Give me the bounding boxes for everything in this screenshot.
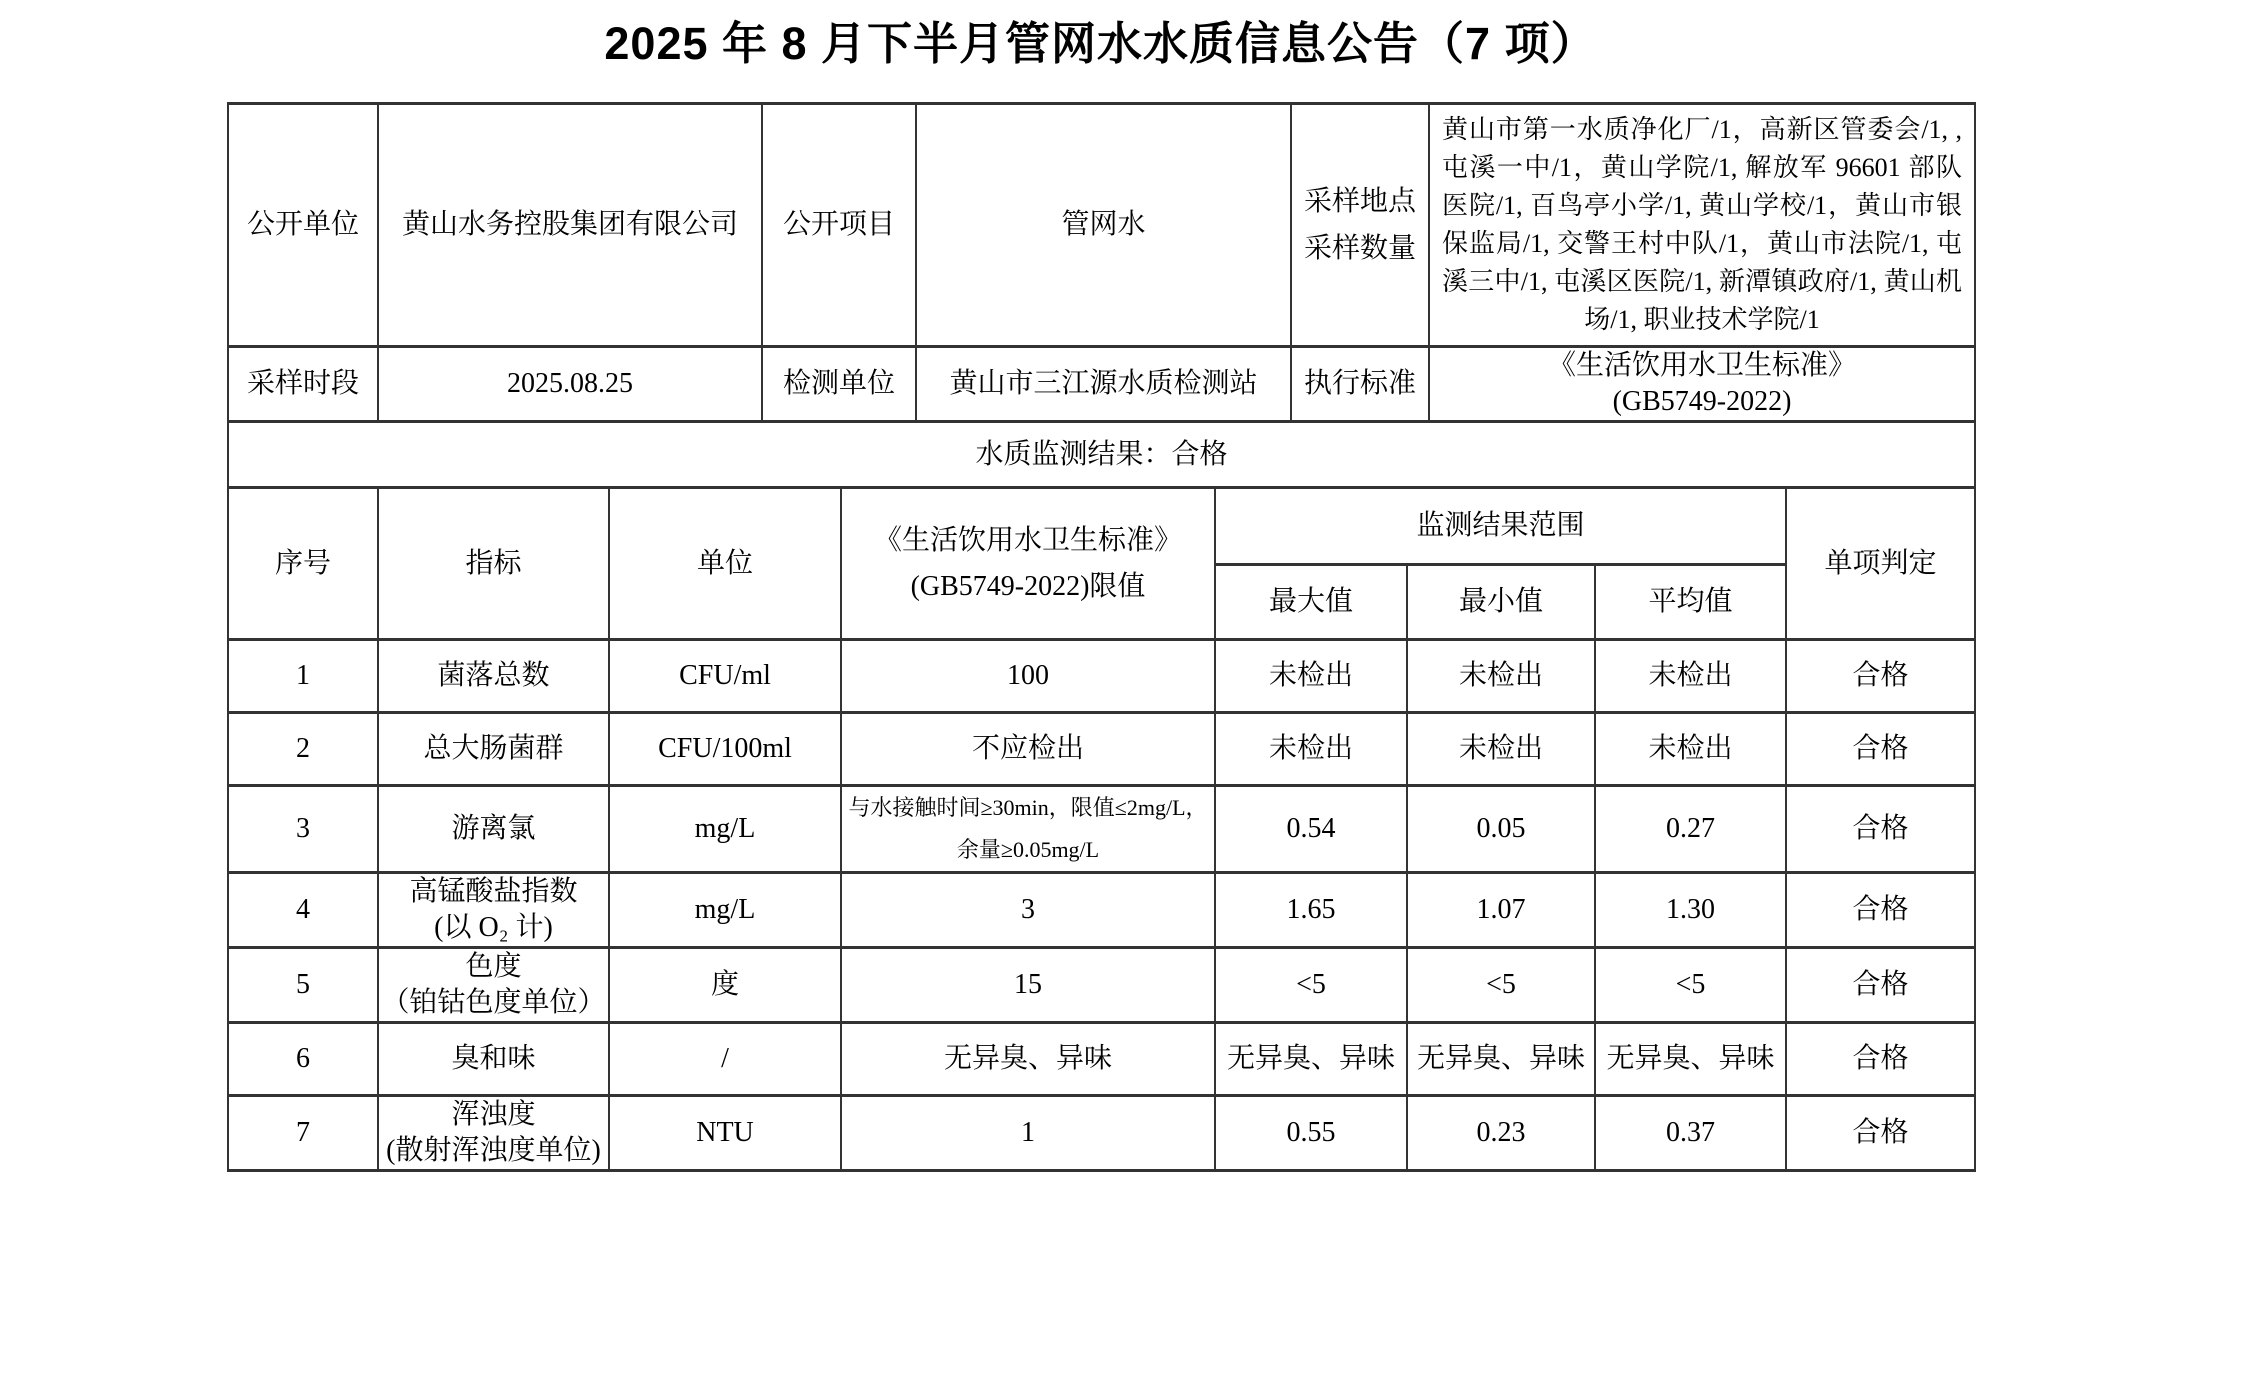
cell-avg: 未检出 <box>1595 640 1786 713</box>
header-no: 序号 <box>228 488 378 640</box>
cell-indicator: 菌落总数 <box>378 640 609 713</box>
sampling-location-label-line1: 采样地点 <box>1303 186 1416 217</box>
cell-no: 7 <box>228 1096 378 1171</box>
cell-unit: mg/L <box>609 786 841 873</box>
header-row-1 <box>228 488 1975 565</box>
document-page <box>227 0 1974 1172</box>
cell-max: 未检出 <box>1215 713 1407 786</box>
cell-indicator-line2: (散射浑浊度单位) <box>386 1135 601 1166</box>
cell-no: 4 <box>228 873 378 948</box>
cell-indicator-line2: (以 O₂ 计) <box>434 912 553 943</box>
cell-indicator: 总大肠菌群 <box>378 713 609 786</box>
cell-verdict: 合格 <box>1786 786 1975 873</box>
data-table <box>227 486 1976 1172</box>
cell-verdict: 合格 <box>1786 873 1975 948</box>
standard-value-line1: 《生活饮用水卫生标准》 <box>1547 350 1856 381</box>
cell-unit: NTU <box>609 1096 841 1171</box>
cell-limit-line1: 与水接触时间≥30min，限值≤2mg/L， <box>848 795 1208 820</box>
header-avg: 平均值 <box>1595 565 1786 640</box>
cell-limit: 3 <box>841 873 1215 948</box>
cell-avg: 未检出 <box>1595 713 1786 786</box>
cell-max: 未检出 <box>1215 640 1407 713</box>
cell-avg: <5 <box>1595 948 1786 1023</box>
table-row <box>228 640 1975 713</box>
standard-value <box>1429 347 1975 422</box>
header-unit: 单位 <box>609 488 841 640</box>
cell-verdict: 合格 <box>1786 713 1975 786</box>
info-table <box>227 102 1976 489</box>
cell-unit: CFU/ml <box>609 640 841 713</box>
cell-no: 5 <box>228 948 378 1023</box>
sampling-period-value: 2025.08.25 <box>378 347 762 422</box>
header-range-group: 监测结果范围 <box>1215 488 1786 565</box>
table-row <box>228 873 1975 948</box>
cell-limit <box>841 786 1215 873</box>
cell-min: 未检出 <box>1407 640 1595 713</box>
header-limit-line1: 《生活饮用水卫生标准》 <box>873 524 1182 556</box>
cell-max: 1.65 <box>1215 873 1407 948</box>
cell-verdict: 合格 <box>1786 1023 1975 1096</box>
cell-indicator <box>378 948 609 1023</box>
cell-max: 0.55 <box>1215 1096 1407 1171</box>
cell-min: 无异臭、异味 <box>1407 1023 1595 1096</box>
info-row-2 <box>228 347 1975 422</box>
sampling-location-label-line2: 采样数量 <box>1303 233 1416 264</box>
cell-min: <5 <box>1407 948 1595 1023</box>
standard-label: 执行标准 <box>1291 347 1429 422</box>
info-row-1 <box>228 104 1975 347</box>
cell-unit: / <box>609 1023 841 1096</box>
cell-max: 无异臭、异味 <box>1215 1023 1407 1096</box>
cell-avg: 0.37 <box>1595 1096 1786 1171</box>
monitoring-result-text: 水质监测结果：合格 <box>228 422 1975 488</box>
cell-avg: 无异臭、异味 <box>1595 1023 1786 1096</box>
header-min: 最小值 <box>1407 565 1595 640</box>
table-row <box>228 786 1975 873</box>
cell-indicator-line2: （铂钴色度单位） <box>381 987 606 1018</box>
result-row <box>228 422 1975 488</box>
header-indicator: 指标 <box>378 488 609 640</box>
cell-avg: 1.30 <box>1595 873 1786 948</box>
standard-value-line2: (GB5749-2022) <box>1612 386 1792 417</box>
testing-unit-label: 检测单位 <box>762 347 916 422</box>
cell-limit: 不应检出 <box>841 713 1215 786</box>
header-limit <box>841 488 1215 640</box>
table-row <box>228 713 1975 786</box>
cell-max: <5 <box>1215 948 1407 1023</box>
cell-indicator-line1: 浑浊度 <box>451 1099 536 1130</box>
cell-limit: 1 <box>841 1096 1215 1171</box>
cell-no: 1 <box>228 640 378 713</box>
cell-limit: 100 <box>841 640 1215 713</box>
cell-min: 未检出 <box>1407 713 1595 786</box>
header-verdict: 单项判定 <box>1786 488 1975 640</box>
sampling-location-count-label <box>1291 104 1429 347</box>
header-limit-line2: (GB5749-2022)限值 <box>910 570 1146 602</box>
cell-limit: 无异臭、异味 <box>841 1023 1215 1096</box>
cell-unit: CFU/100ml <box>609 713 841 786</box>
cell-indicator <box>378 873 609 948</box>
cell-indicator <box>378 1096 609 1171</box>
cell-verdict: 合格 <box>1786 1096 1975 1171</box>
cell-no: 2 <box>228 713 378 786</box>
cell-unit: mg/L <box>609 873 841 948</box>
public-item-label: 公开项目 <box>762 104 916 347</box>
cell-limit: 15 <box>841 948 1215 1023</box>
public-item-value: 管网水 <box>916 104 1291 347</box>
cell-verdict: 合格 <box>1786 640 1975 713</box>
cell-unit: 度 <box>609 948 841 1023</box>
cell-max: 0.54 <box>1215 786 1407 873</box>
cell-indicator: 臭和味 <box>378 1023 609 1096</box>
cell-no: 3 <box>228 786 378 873</box>
cell-verdict: 合格 <box>1786 948 1975 1023</box>
public-unit-label: 公开单位 <box>228 104 378 347</box>
cell-min: 0.23 <box>1407 1096 1595 1171</box>
cell-indicator: 游离氯 <box>378 786 609 873</box>
table-row <box>228 1096 1975 1171</box>
sampling-locations-value: 黄山市第一水质净化厂/1，高新区管委会/1, , 屯溪一中/1，黄山学院/1, 解放军 96601 部队医院/1, 百鸟亭小学/1, 黄山学校/1，黄山市银保监局/1, 交警王村中队/1，黄山市法院/1, 屯溪三中/1, 屯溪区医院/1, 新潭镇政府/1, 黄山机场/1, 职业技术学院/1 <box>1429 104 1975 347</box>
table-row <box>228 948 1975 1023</box>
table-row <box>228 1023 1975 1096</box>
public-unit-value: 黄山水务控股集团有限公司 <box>378 104 762 347</box>
sampling-period-label: 采样时段 <box>228 347 378 422</box>
header-max: 最大值 <box>1215 565 1407 640</box>
cell-indicator-line1: 高锰酸盐指数 <box>409 876 578 907</box>
cell-min: 0.05 <box>1407 786 1595 873</box>
page-title: 2025 年 8 月下半月管网水水质信息公告（7 项） <box>604 18 1597 69</box>
cell-indicator-line1: 色度 <box>465 951 522 982</box>
cell-no: 6 <box>228 1023 378 1096</box>
cell-avg: 0.27 <box>1595 786 1786 873</box>
testing-unit-value: 黄山市三江源水质检测站 <box>916 347 1291 422</box>
cell-limit-line2: 余量≥0.05mg/L <box>956 837 1100 862</box>
cell-min: 1.07 <box>1407 873 1595 948</box>
